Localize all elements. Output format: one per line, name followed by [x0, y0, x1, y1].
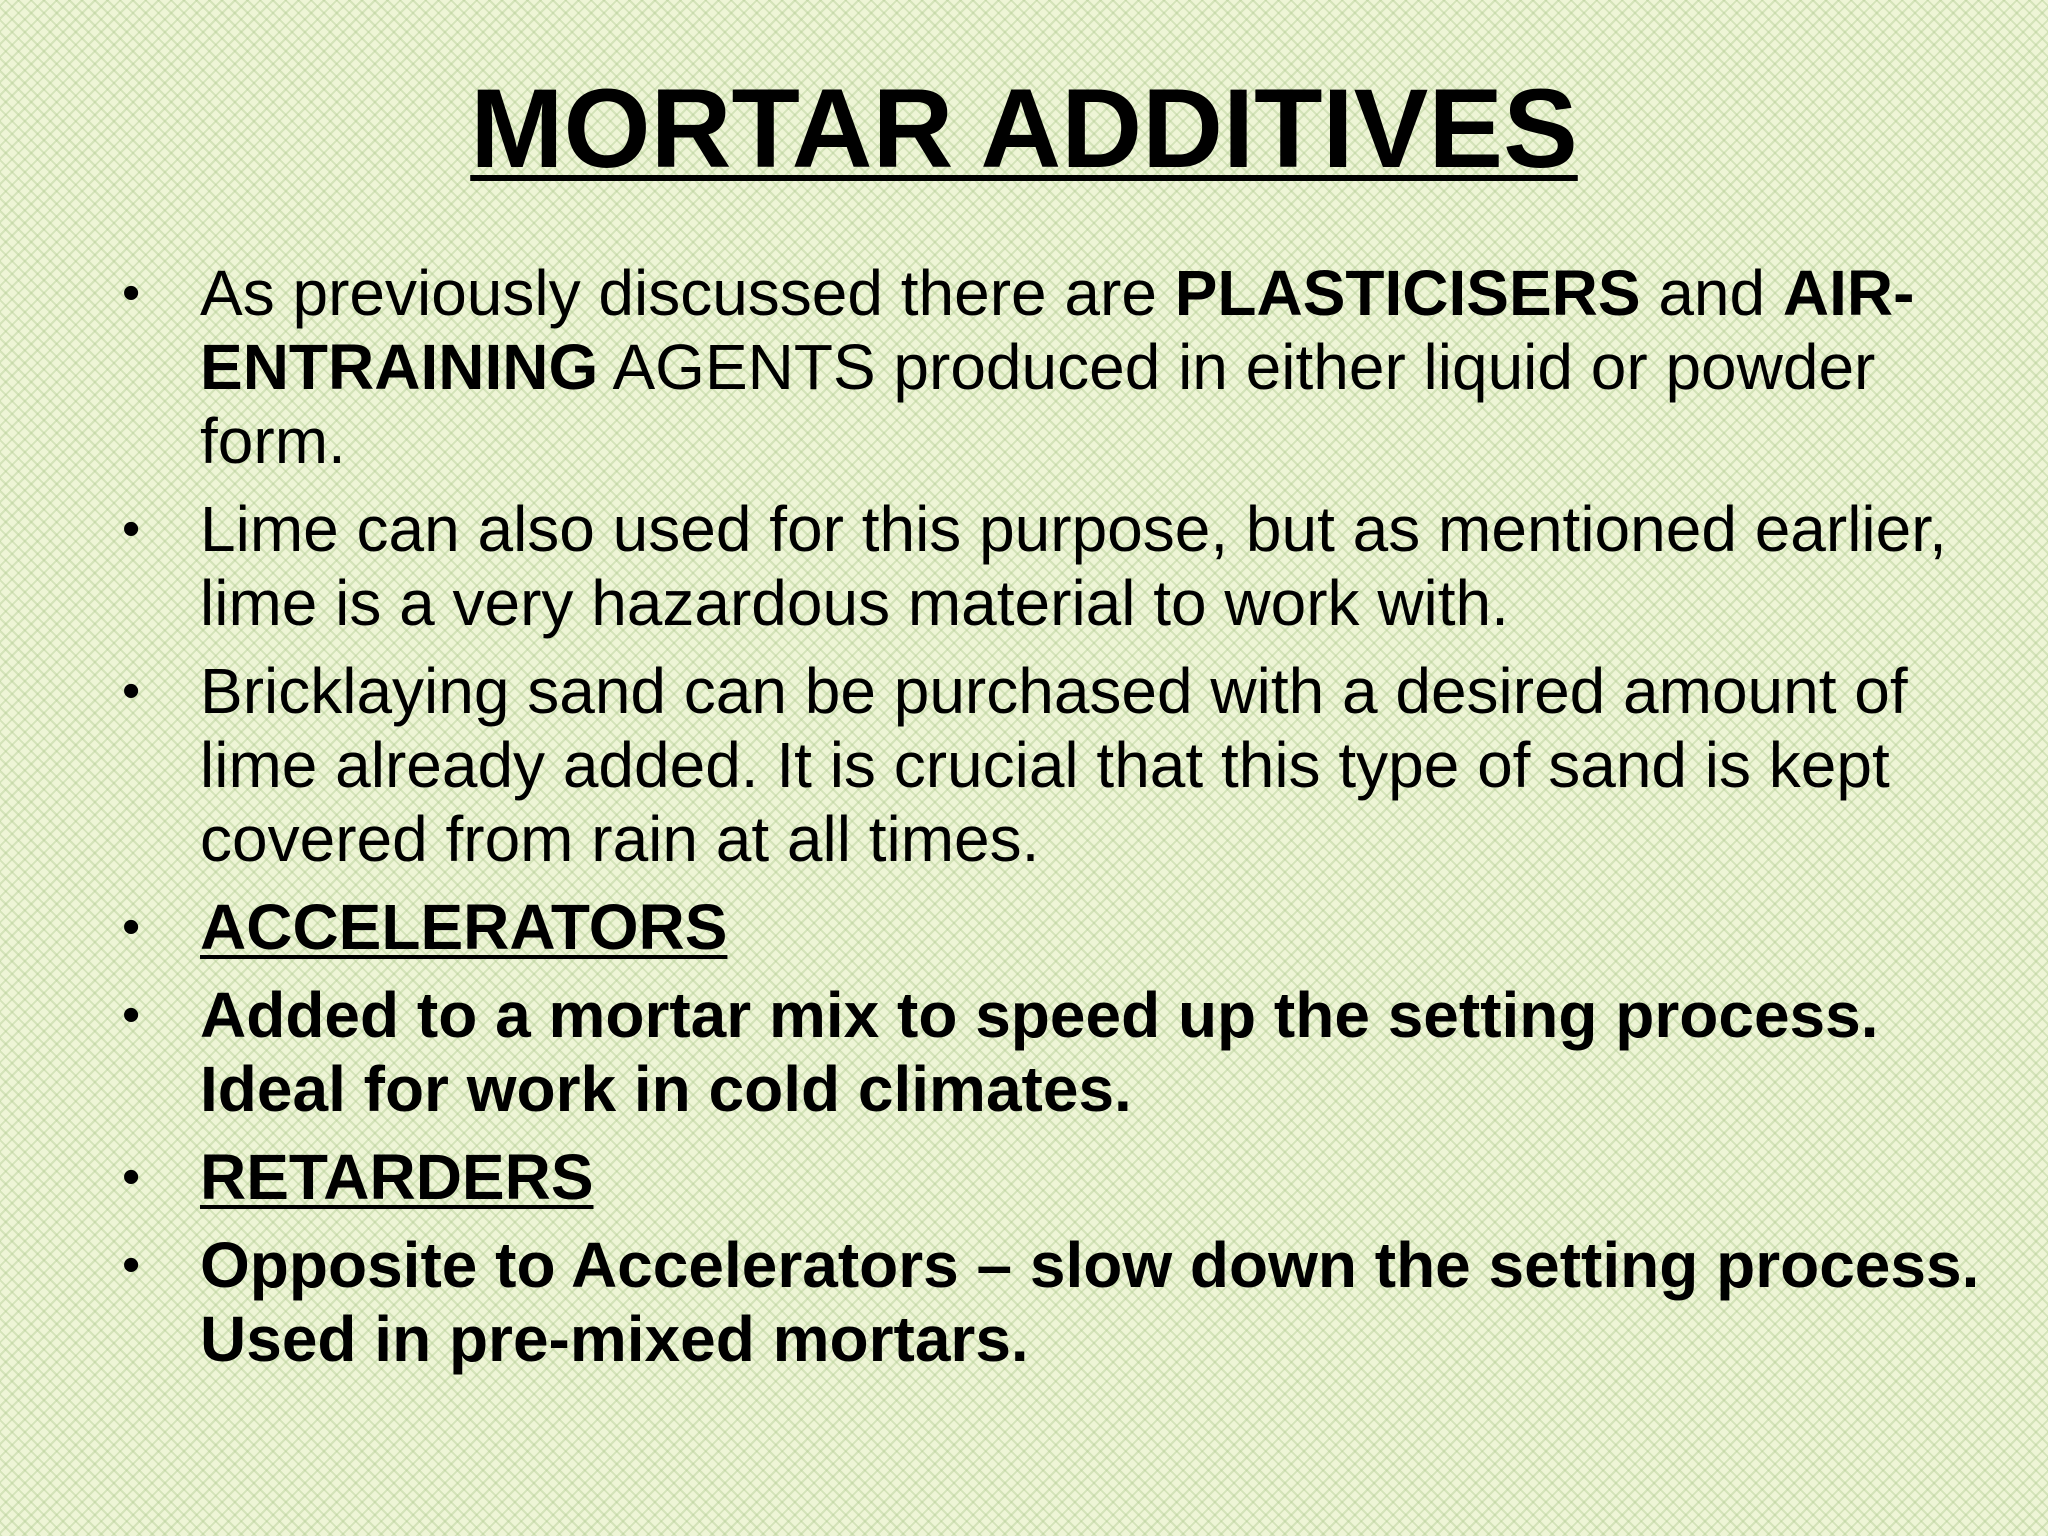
- bullet-text: Lime can also used for this purpose, but as mentioned earlier, lime is a very hazardous material to work with.: [200, 493, 1947, 639]
- bullet-bold-term: PLASTICISERS: [1174, 257, 1641, 329]
- bullet-text: Bricklaying sand can be purchased with a desired amount of lime already added. It is crucial that this type of sand is kept covered from rain at all times.: [200, 655, 1908, 875]
- bullet-item-accelerators-heading: [122, 890, 2002, 964]
- bullet-item-retarders-heading: [122, 1140, 2002, 1214]
- bullet-dot: •: [122, 1236, 141, 1294]
- bullet-list: [122, 256, 2002, 1390]
- bullet-text: Added to a mortar mix to speed up the setting process. Ideal for work in cold climates.: [200, 979, 1879, 1125]
- bullet-dot: •: [122, 1148, 141, 1206]
- bullet-bold-term: AIR-ENTRAINING: [200, 257, 1915, 403]
- bullet-dot: •: [122, 898, 141, 956]
- bullet-heading: ACCELERATORS: [200, 891, 728, 963]
- bullet-dot: •: [122, 500, 141, 558]
- bullet-dot: •: [122, 986, 141, 1044]
- slide-title: [0, 62, 2048, 196]
- bullet-dot: •: [122, 264, 141, 322]
- bullet-item-accelerators-description: [122, 978, 2002, 1126]
- bullet-heading: RETARDERS: [200, 1141, 594, 1213]
- bullet-item-plasticisers: [122, 256, 2002, 478]
- bullet-dot: •: [122, 662, 141, 720]
- bullet-text: Opposite to Accelerators – slow down the setting process. Used in pre-mixed mortars.: [200, 1229, 1980, 1375]
- bullet-text: AGENTS produced in either liquid or powder form.: [200, 331, 1876, 477]
- bullet-text: and: [1640, 257, 1783, 329]
- bullet-item-retarders-description: [122, 1228, 2002, 1376]
- slide-title-text: MORTAR ADDITIVES: [470, 66, 1578, 191]
- bullet-item-lime: [122, 492, 2002, 640]
- bullet-item-bricklaying-sand: [122, 654, 2002, 876]
- bullet-text: As previously discussed there are: [200, 257, 1175, 329]
